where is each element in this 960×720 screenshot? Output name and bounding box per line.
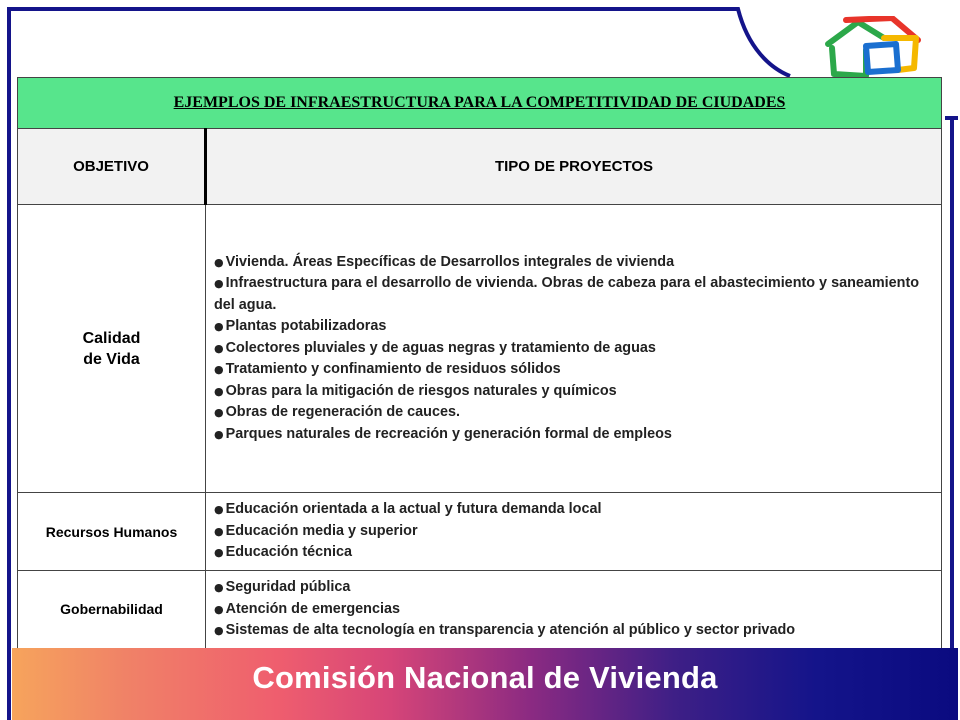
project-list-cell [206, 571, 942, 649]
bullet-icon: ● [214, 524, 224, 538]
bullet-icon: ● [214, 341, 224, 355]
competitiveness-table [17, 77, 942, 649]
list-item-text: Obras de regeneración de cauces. [225, 404, 460, 421]
row-label-gobernabilidad: Gobernabilidad [18, 571, 206, 649]
bullet-icon: ● [214, 581, 224, 594]
project-list [214, 252, 937, 446]
row-label-recursos-humanos: Recursos Humanos [18, 493, 206, 571]
project-list-cell [206, 493, 942, 571]
list-item [214, 381, 937, 403]
list-item-text: Educación técnica [225, 544, 352, 561]
bullet-icon: ● [214, 546, 224, 560]
list-item-text: Seguridad pública [225, 579, 351, 595]
list-item [214, 542, 937, 564]
list-item [214, 424, 937, 446]
list-item [214, 521, 937, 543]
table-title: EJEMPLOS DE INFRAESTRUCTURA PARA LA COMPETITIVIDAD DE CIUDADES [18, 78, 942, 129]
bullet-icon: ● [214, 427, 224, 441]
bullet-icon: ● [214, 277, 224, 291]
list-item-text: Tratamiento y confinamiento de residuos sólidos [225, 361, 561, 378]
row-label-line: de Vida [83, 350, 140, 368]
table-row [18, 493, 942, 571]
list-item-text: Educación media y superior [225, 522, 418, 539]
row-label-calidad-de-vida [18, 205, 206, 493]
project-list-cell [206, 205, 942, 493]
header-objetivo: OBJETIVO [18, 129, 206, 205]
list-item [214, 273, 937, 316]
list-item-text: Infraestructura para el desarrollo de vivienda. Obras de cabeza para el abastecimiento y saneamiento del agua. [214, 275, 920, 313]
header-tipo-proyectos: TIPO DE PROYECTOS [206, 129, 942, 205]
row-label-line: Calidad [82, 329, 141, 347]
bullet-icon: ● [214, 255, 224, 269]
bullet-icon: ● [214, 406, 224, 420]
bullet-icon: ● [214, 624, 224, 637]
list-item [214, 359, 937, 381]
house-logo [822, 16, 926, 82]
bullet-icon: ● [214, 602, 224, 616]
list-item-text: Plantas potabilizadoras [225, 318, 387, 335]
bullet-icon: ● [214, 363, 224, 377]
list-item-text: Parques naturales de recreación y generación formal de empleos [225, 425, 672, 442]
list-item-text: Vivienda. Áreas Específicas de Desarrollos integrales de vivienda [225, 253, 675, 270]
table-row [18, 205, 942, 493]
list-item-text: Obras para la mitigación de riesgos naturales y químicos [225, 382, 617, 399]
list-item-text: Colectores pluviales y de aguas negras y tratamiento de aguas [225, 339, 656, 356]
list-item [214, 620, 937, 642]
list-item-text: Sistemas de alta tecnología en transparencia y atención al público y sector privado [225, 622, 796, 638]
project-list [214, 577, 937, 642]
list-item-text: Educación orientada a la actual y futura demanda local [225, 501, 602, 518]
table-row [18, 571, 942, 649]
list-item [214, 599, 937, 621]
list-item [214, 499, 937, 521]
project-list [214, 499, 937, 564]
list-item [214, 316, 937, 338]
bullet-icon: ● [214, 320, 224, 334]
bullet-icon: ● [214, 384, 224, 398]
list-item [214, 402, 937, 424]
bullet-icon: ● [214, 503, 224, 517]
list-item [214, 338, 937, 360]
list-item [214, 577, 937, 599]
list-item-text: Atención de emergencias [225, 600, 400, 617]
list-item [214, 252, 937, 274]
footer-banner [12, 648, 958, 720]
footer-title: Comisión Nacional de Vivienda [252, 660, 718, 695]
table-header-row [18, 129, 942, 205]
table-title-row [18, 78, 942, 129]
